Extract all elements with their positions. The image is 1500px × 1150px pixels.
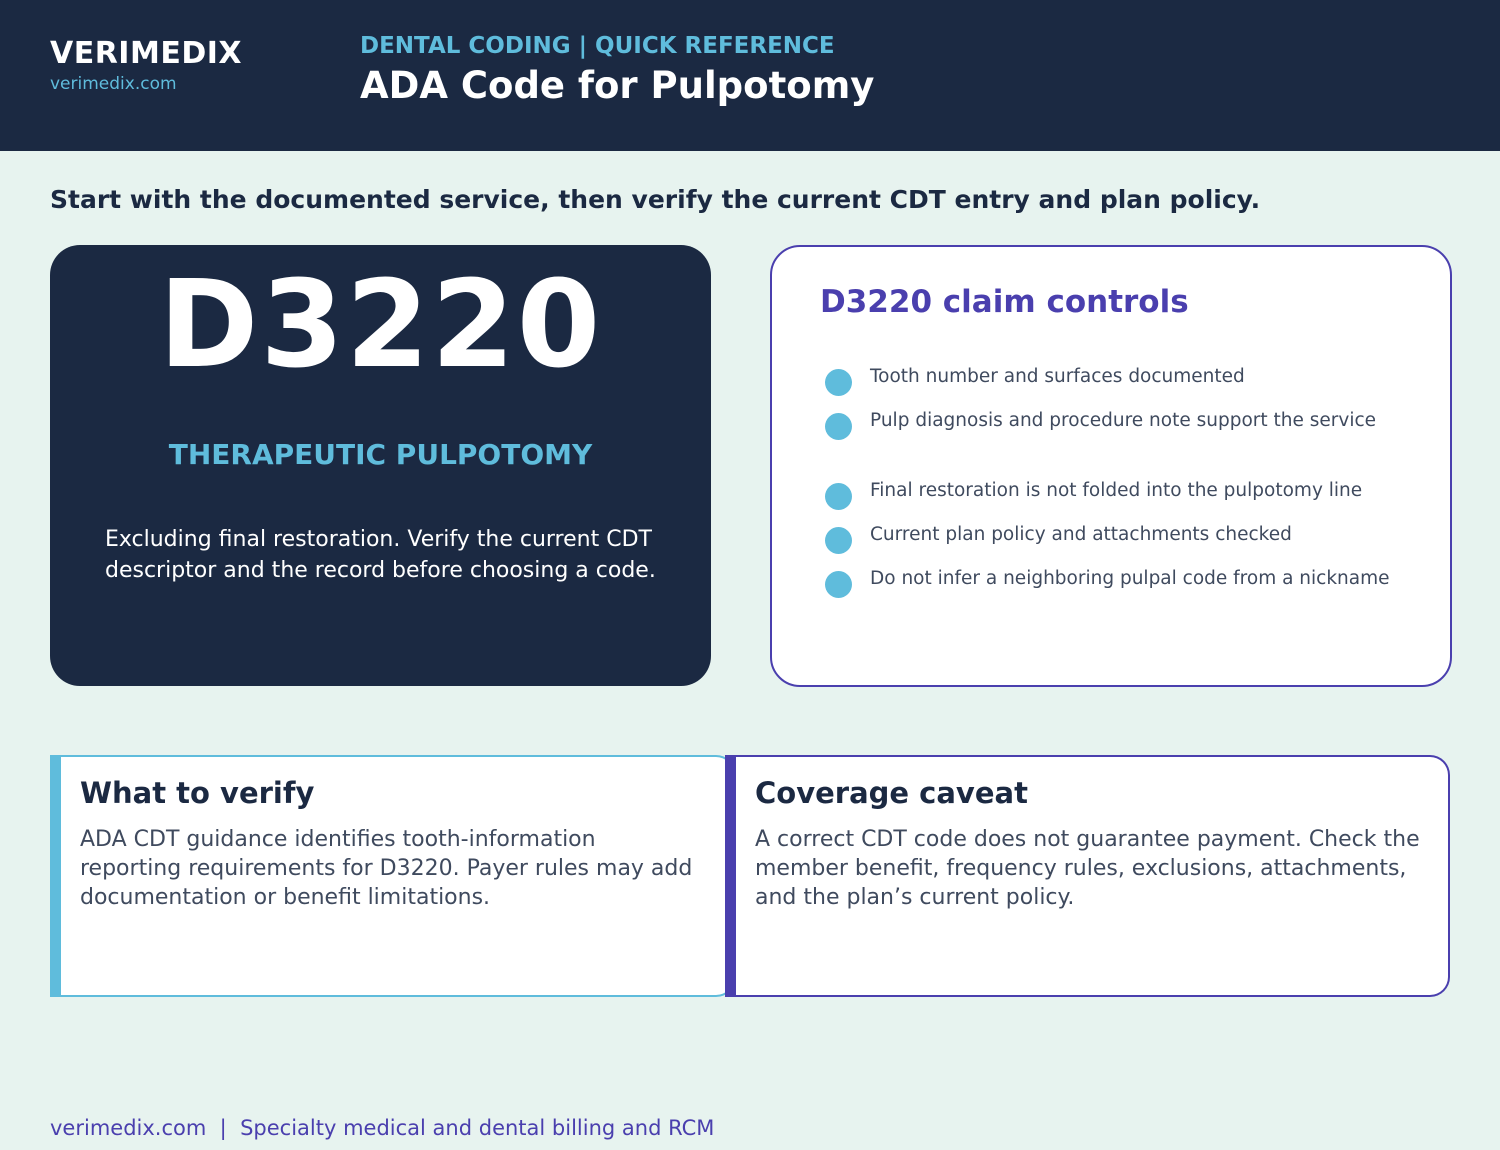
verify-body: ADA CDT guidance identifies tooth-information reporting requirements for D3220. Payer rules may add documentation or benefit limitations.: [80, 827, 693, 910]
caveat-body: A correct CDT code does not guarantee payment. Check the member benefit, frequency rules, exclusions, attachments, and the plan’s current policy.: [755, 827, 1420, 910]
claim-control-item: Pulp diagnosis and procedure note support the service: [870, 410, 1377, 431]
verify-title: What to verify: [80, 776, 315, 810]
header-kicker: DENTAL CODING | QUICK REFERENCE: [360, 33, 835, 59]
code-number: D3220: [158, 256, 603, 395]
caveat-title: Coverage caveat: [755, 776, 1028, 810]
bullet-icon: [825, 483, 852, 510]
claim-control-item: Do not infer a neighboring pulpal code from a nickname: [870, 568, 1390, 589]
bullet-icon: [825, 369, 852, 396]
lead-text: Start with the documented service, then verify the current CDT entry and plan policy.: [50, 185, 1261, 214]
page-title: ADA Code for Pulpotomy: [360, 64, 875, 107]
claim-controls-title: D3220 claim controls: [820, 284, 1189, 320]
bullet-icon: [825, 571, 852, 598]
brand-url[interactable]: verimedix.com: [50, 74, 177, 94]
bullet-icon: [825, 527, 852, 554]
brand-logo-text: VERIMEDIX: [50, 36, 243, 71]
code-name: THERAPEUTIC PULPOTOMY: [168, 438, 593, 471]
claim-control-item: Final restoration is not folded into the pulpotomy line: [870, 480, 1363, 501]
claim-control-item: Tooth number and surfaces documented: [870, 366, 1245, 387]
claim-control-item: Current plan policy and attachments checked: [870, 524, 1292, 545]
footer-text: verimedix.com | Specialty medical and dental billing and RCM: [50, 1116, 715, 1140]
bullet-icon: [825, 413, 852, 440]
code-description: Excluding final restoration. Verify the current CDT descriptor and the record before choosing a code.: [105, 527, 656, 583]
